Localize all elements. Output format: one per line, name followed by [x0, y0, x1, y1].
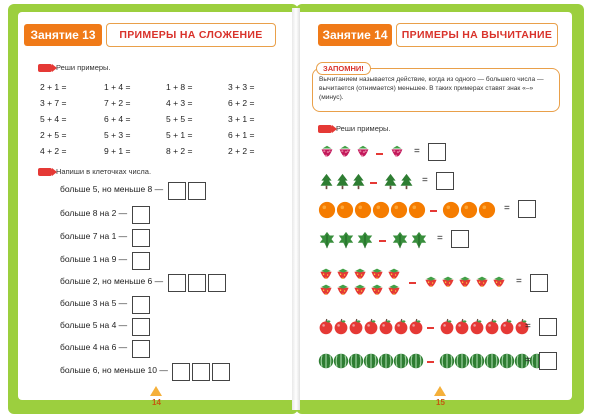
lesson-label-left: Занятие 13 — [24, 24, 102, 46]
apple-icon — [393, 319, 409, 335]
example-item: 5 + 1 = — [166, 130, 193, 140]
memo-label: ЗАПОМНИ! — [316, 62, 371, 75]
apple-icon — [454, 319, 470, 335]
orange-icon — [372, 201, 390, 219]
answer-box[interactable] — [168, 274, 186, 292]
answer-box[interactable] — [132, 252, 150, 270]
example-item: 4 + 3 = — [166, 98, 193, 108]
leaf-icon — [391, 231, 409, 249]
example-item: 6 + 2 = — [228, 98, 255, 108]
page-number-marker-left — [150, 386, 162, 396]
leaf-icon — [337, 231, 355, 249]
example-item: 2 + 2 = — [228, 146, 255, 156]
equals-sign: = — [504, 203, 510, 214]
example-item: 5 + 3 = — [104, 130, 131, 140]
page-number-marker-right — [434, 386, 446, 396]
fir-tree-icon — [334, 173, 351, 190]
task-heading-1: Реши примеры. — [38, 63, 111, 72]
strawberry-icon — [457, 275, 473, 291]
example-item: 4 + 2 = — [40, 146, 67, 156]
apple-icon — [439, 319, 455, 335]
example-item: 8 + 2 = — [166, 146, 193, 156]
row-text: больше 3 на 5 — — [60, 298, 128, 308]
strawberry-icon — [423, 275, 439, 291]
answer-box[interactable] — [132, 340, 150, 358]
strawberry-icon — [335, 283, 351, 299]
row-text: больше 5 на 4 — — [60, 320, 128, 330]
answer-box[interactable] — [168, 182, 186, 200]
answer-box[interactable] — [451, 230, 469, 248]
row-text: больше 2, но меньше 6 — — [60, 276, 164, 286]
answer-box[interactable] — [132, 206, 150, 224]
example-item: 2 + 5 = — [40, 130, 67, 140]
example-item: 3 + 1 = — [228, 114, 255, 124]
orange-icon — [408, 201, 426, 219]
apple-icon — [499, 319, 515, 335]
example-item: 5 + 5 = — [166, 114, 193, 124]
example-item: 5 + 4 = — [40, 114, 67, 124]
answer-box[interactable] — [539, 352, 557, 370]
task-heading-3: Реши примеры. — [318, 124, 391, 133]
answer-box[interactable] — [428, 143, 446, 161]
row-text: больше 5, но меньше 8 — — [60, 184, 164, 194]
orange-icon — [478, 201, 496, 219]
strawberry-icon — [318, 267, 334, 283]
raspberry-icon — [354, 144, 372, 162]
equals-sign: = — [422, 175, 428, 186]
minus-sign — [379, 240, 386, 242]
answer-box[interactable] — [132, 229, 150, 247]
watermelon-icon — [378, 353, 394, 369]
leaf-icon — [356, 231, 374, 249]
page-number-left: 14 — [152, 398, 161, 407]
example-item: 1 + 4 = — [104, 82, 131, 92]
fir-tree-icon — [398, 173, 415, 190]
orange-icon — [442, 201, 460, 219]
watermelon-icon — [439, 353, 455, 369]
example-item: 7 + 2 = — [104, 98, 131, 108]
example-item: 6 + 1 = — [228, 130, 255, 140]
arrow-icon — [38, 168, 52, 176]
answer-box[interactable] — [192, 363, 210, 381]
equals-sign: = — [525, 355, 531, 366]
strawberry-icon — [318, 283, 334, 299]
raspberry-icon — [388, 144, 406, 162]
example-item: 6 + 4 = — [104, 114, 131, 124]
page-title-right: ПРИМЕРЫ НА ВЫЧИТАНИЕ — [396, 23, 558, 47]
answer-box[interactable] — [208, 274, 226, 292]
example-item: 1 + 8 = — [166, 82, 193, 92]
minus-sign — [409, 282, 416, 284]
example-item: 3 + 3 = — [228, 82, 255, 92]
apple-icon — [318, 319, 334, 335]
minus-sign — [427, 361, 434, 363]
row-text: больше 8 на 2 — — [60, 208, 128, 218]
watermelon-icon — [484, 353, 500, 369]
equals-sign: = — [516, 276, 522, 287]
answer-box[interactable] — [188, 182, 206, 200]
answer-box[interactable] — [212, 363, 230, 381]
row-text: больше 4 на 6 — — [60, 342, 128, 352]
row-text: больше 1 на 9 — — [60, 254, 128, 264]
strawberry-icon — [491, 275, 507, 291]
spine — [292, 8, 300, 410]
watermelon-icon — [333, 353, 349, 369]
minus-sign — [427, 327, 434, 329]
watermelon-icon — [454, 353, 470, 369]
watermelon-icon — [393, 353, 409, 369]
watermelon-icon — [318, 353, 334, 369]
strawberry-icon — [474, 275, 490, 291]
answer-box[interactable] — [132, 296, 150, 314]
fir-tree-icon — [350, 173, 367, 190]
answer-box[interactable] — [518, 200, 536, 218]
apple-icon — [333, 319, 349, 335]
orange-icon — [460, 201, 478, 219]
example-item: 9 + 1 = — [104, 146, 131, 156]
arrow-icon — [38, 64, 52, 72]
example-item: 2 + 1 = — [40, 82, 67, 92]
apple-icon — [484, 319, 500, 335]
orange-icon — [390, 201, 408, 219]
memo-text: Вычитанием называется действие, когда из одного — большего числа — вычитается (отнимается) меньшее. В таких примерах ставят знак «–» (минус). — [319, 76, 544, 101]
equals-sign: = — [437, 233, 443, 244]
fir-tree-icon — [318, 173, 335, 190]
apple-icon — [363, 319, 379, 335]
watermelon-icon — [499, 353, 515, 369]
orange-icon — [318, 201, 336, 219]
answer-box[interactable] — [530, 274, 548, 292]
answer-box[interactable] — [188, 274, 206, 292]
page-title-left: ПРИМЕРЫ НА СЛОЖЕНИЕ — [106, 23, 276, 47]
raspberry-icon — [318, 144, 336, 162]
minus-sign — [430, 210, 437, 212]
orange-icon — [354, 201, 372, 219]
arrow-icon — [318, 125, 332, 133]
apple-icon — [378, 319, 394, 335]
apple-icon — [469, 319, 485, 335]
strawberry-icon — [369, 283, 385, 299]
fir-tree-icon — [382, 173, 399, 190]
strawberry-icon — [386, 283, 402, 299]
apple-icon — [408, 319, 424, 335]
lesson-label-right: Занятие 14 — [318, 24, 392, 46]
answer-box[interactable] — [132, 318, 150, 336]
answer-box[interactable] — [539, 318, 557, 336]
example-item: 3 + 7 = — [40, 98, 67, 108]
orange-icon — [336, 201, 354, 219]
answer-box[interactable] — [172, 363, 190, 381]
watermelon-icon — [469, 353, 485, 369]
leaf-icon — [318, 231, 336, 249]
answer-box[interactable] — [436, 172, 454, 190]
strawberry-icon — [335, 267, 351, 283]
strawberry-icon — [369, 267, 385, 283]
watermelon-icon — [363, 353, 379, 369]
strawberry-icon — [386, 267, 402, 283]
watermelon-icon — [408, 353, 424, 369]
row-text: больше 6, но меньше 10 — — [60, 365, 168, 375]
raspberry-icon — [336, 144, 354, 162]
leaf-icon — [410, 231, 428, 249]
minus-sign — [376, 153, 383, 155]
task-heading-2: Напиши в клеточках числа. — [38, 167, 151, 176]
equals-sign: = — [525, 321, 531, 332]
minus-sign — [370, 182, 377, 184]
strawberry-icon — [440, 275, 456, 291]
row-text: больше 7 на 1 — — [60, 231, 128, 241]
equals-sign: = — [414, 146, 420, 157]
page-number-right: 15 — [436, 398, 445, 407]
strawberry-icon — [352, 283, 368, 299]
strawberry-icon — [352, 267, 368, 283]
apple-icon — [348, 319, 364, 335]
watermelon-icon — [348, 353, 364, 369]
